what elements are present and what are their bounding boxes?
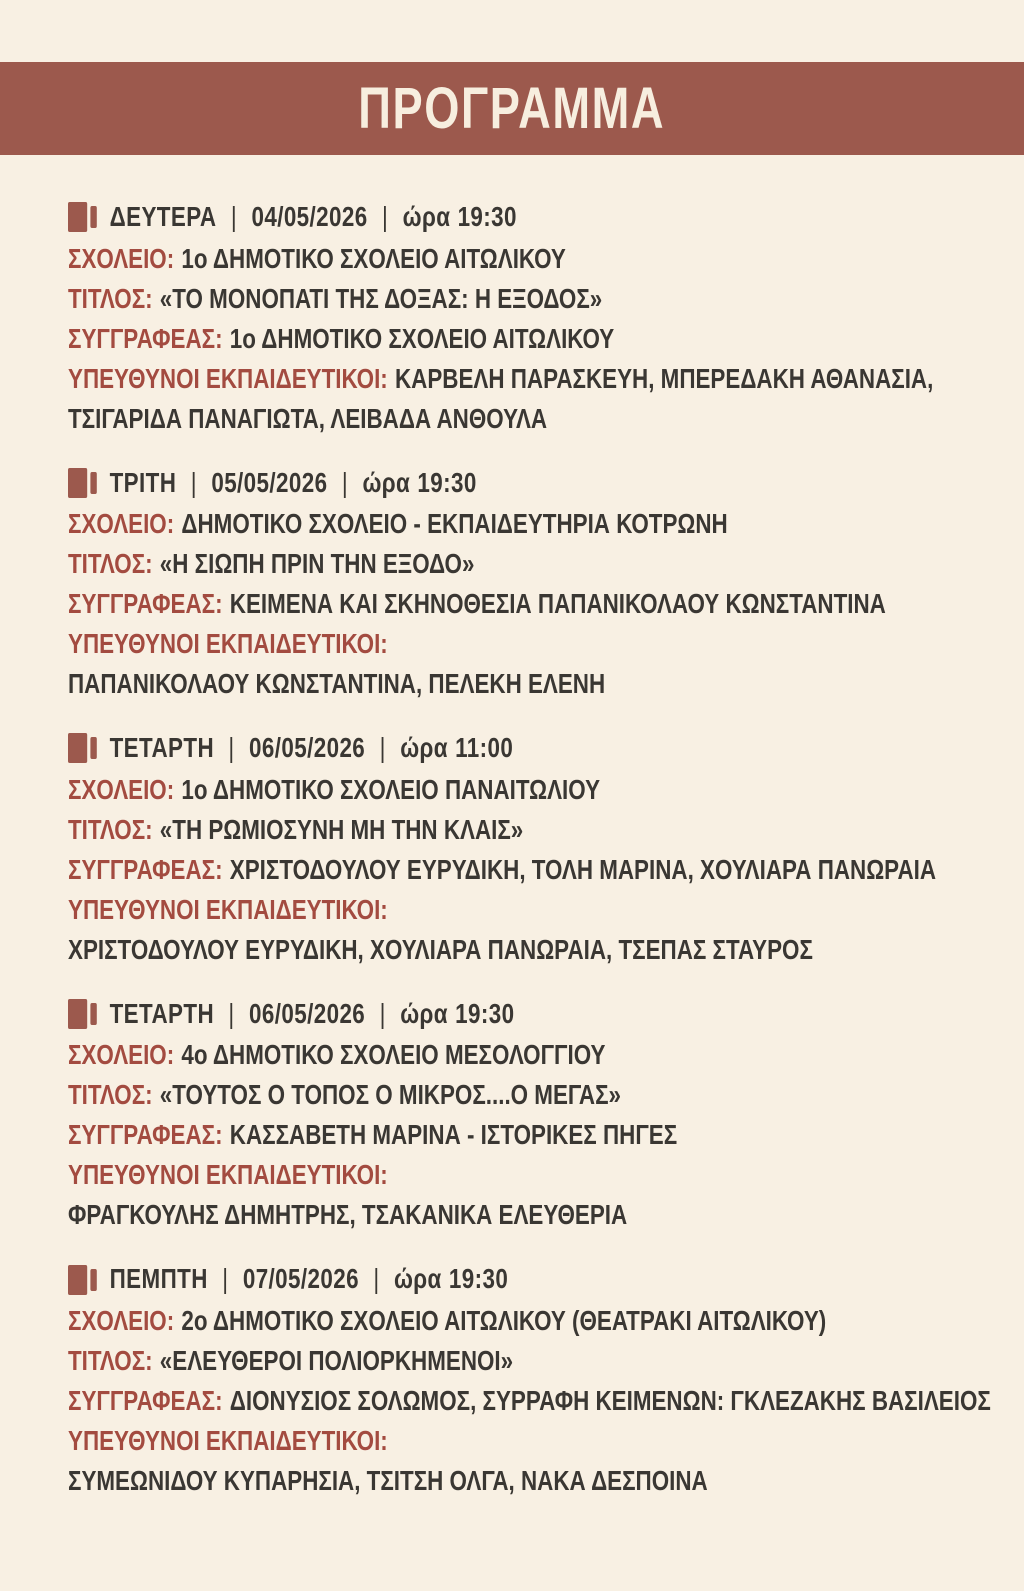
teachers-label: ΥΠΕΥΘΥΝΟΙ ΕΚΠΑΙΔΕΥΤΙΚΟΙ: bbox=[68, 362, 388, 394]
school-value: 2ο ΔΗΜΟΤΙΚΟ ΣΧΟΛΕΙΟ ΑΙΤΩΛΙΚΟΥ (ΘΕΑΤΡΑΚΙ ΑΙΤΩΛΙΚΟΥ) bbox=[181, 1305, 827, 1337]
school-line bbox=[68, 504, 1000, 544]
author-label: ΣΥΓΓΡΑΦΕΑΣ: bbox=[68, 322, 223, 354]
event-block bbox=[68, 1259, 991, 1501]
event-day: ΤΕΤΑΡΤΗ bbox=[109, 997, 215, 1029]
author-value: ΚΑΣΣΑΒΕΤΗ ΜΑΡΙΝΑ - ΙΣΤΟΡΙΚΕΣ ΠΗΓΕΣ bbox=[229, 1119, 678, 1151]
event-time: 19:30 bbox=[455, 997, 515, 1029]
school-line bbox=[68, 239, 1000, 279]
school-value: ΔΗΜΟΤΙΚΟ ΣΧΟΛΕΙΟ - ΕΚΠΑΙΔΕΥΤΗΡΙΑ ΚΟΤΡΩΝΗ bbox=[181, 508, 728, 540]
event-block bbox=[68, 463, 964, 705]
author-label: ΣΥΓΓΡΑΦΕΑΣ: bbox=[68, 853, 223, 885]
teachers-line bbox=[68, 664, 1000, 704]
author-line bbox=[68, 1381, 1000, 1421]
school-label: ΣΧΟΛΕΙΟ: bbox=[68, 242, 175, 274]
time-label: ώρα bbox=[393, 1263, 442, 1295]
time-label: ώρα bbox=[400, 732, 448, 764]
title-line bbox=[68, 279, 1000, 319]
separator: | bbox=[379, 997, 386, 1029]
event-time: 11:00 bbox=[455, 732, 514, 764]
teachers-line bbox=[68, 1195, 1000, 1235]
square-bullet-icon bbox=[68, 992, 97, 1032]
school-line bbox=[68, 1035, 1000, 1075]
event-date: 06/05/2026 bbox=[249, 732, 366, 764]
event-day: ΔΕΥΤΕΡΑ bbox=[109, 201, 217, 232]
event-heading bbox=[68, 463, 1000, 505]
separator: | bbox=[190, 466, 197, 498]
author-line bbox=[68, 850, 1000, 890]
title-value: «ΤΟΥΤΟΣ Ο ΤΟΠΟΣ Ο ΜΙΚΡΟΣ....Ο ΜΕΓΑΣ» bbox=[159, 1079, 622, 1111]
author-line bbox=[68, 319, 1000, 359]
teachers-value: ΚΑΡΒΕΛΗ ΠΑΡΑΣΚΕΥΗ, ΜΠΕΡΕΔΑΚΗ ΑΘΑΝΑΣΙΑ, ΤΣΙΓΑΡΙΔΑ ΠΑΝΑΓΙΩΤΑ, ΛΕΙΒΑΔΑ ΑΝΘΟΥΛΑ bbox=[68, 362, 934, 434]
author-line bbox=[68, 584, 1000, 624]
time-label: ώρα bbox=[362, 466, 411, 498]
author-line bbox=[68, 1115, 1000, 1155]
title-line bbox=[68, 810, 1000, 850]
event-heading bbox=[68, 197, 1000, 239]
time-label: ώρα bbox=[402, 201, 451, 232]
school-label: ΣΧΟΛΕΙΟ: bbox=[68, 508, 175, 540]
event-date: 05/05/2026 bbox=[211, 466, 328, 498]
page-title: ΠΡΟΓΡΑΜΜΑ bbox=[358, 76, 666, 141]
title-value: «Η ΣΙΩΠΗ ΠΡΙΝ ΤΗΝ ΕΞΟΔΟ» bbox=[159, 548, 475, 580]
teachers-value: ΠΑΠΑΝΙΚΟΛΑΟΥ ΚΩΝΣΤΑΝΤΙΝΑ, ΠΕΛΕΚΗ ΕΛΕΝΗ bbox=[68, 668, 606, 700]
teachers-line bbox=[68, 930, 1000, 970]
event-time: 19:30 bbox=[457, 201, 517, 232]
separator: | bbox=[379, 732, 386, 764]
event-block bbox=[68, 197, 964, 439]
school-label: ΣΧΟΛΕΙΟ: bbox=[68, 1305, 175, 1337]
teachers-label: ΥΠΕΥΘΥΝΟΙ ΕΚΠΑΙΔΕΥΤΙΚΟΙ: bbox=[68, 893, 388, 925]
teachers-label: ΥΠΕΥΘΥΝΟΙ ΕΚΠΑΙΔΕΥΤΙΚΟΙ: bbox=[68, 1425, 388, 1457]
event-time: 19:30 bbox=[417, 466, 477, 498]
separator: | bbox=[228, 732, 235, 764]
event-day: ΤΕΤΑΡΤΗ bbox=[109, 732, 215, 764]
teachers-label-line bbox=[68, 1155, 1000, 1195]
teachers-label-line bbox=[68, 1421, 1000, 1461]
author-value: ΚΕΙΜΕΝΑ ΚΑΙ ΣΚΗΝΟΘΕΣΙΑ ΠΑΠΑΝΙΚΟΛΑΟΥ ΚΩΝΣΤΑΝΤΙΝΑ bbox=[229, 588, 886, 620]
header-bar bbox=[0, 62, 1024, 155]
program-page bbox=[0, 62, 1024, 1591]
school-value: 1ο ΔΗΜΟΤΙΚΟ ΣΧΟΛΕΙΟ ΑΙΤΩΛΙΚΟΥ bbox=[181, 242, 566, 274]
square-bullet-icon bbox=[68, 727, 97, 767]
time-label: ώρα bbox=[400, 997, 448, 1029]
teachers-line bbox=[68, 359, 1000, 439]
title-value: «ΤΗ ΡΩΜΙΟΣΥΝΗ ΜΗ ΤΗΝ ΚΛΑΙΣ» bbox=[159, 813, 524, 845]
event-date: 04/05/2026 bbox=[251, 201, 368, 232]
author-value: ΔΙΟΝΥΣΙΟΣ ΣΟΛΩΜΟΣ, ΣΥΡΡΑΦΗ ΚΕΙΜΕΝΩΝ: ΓΚΛΕΖΑΚΗΣ ΒΑΣΙΛΕΙΟΣ bbox=[229, 1385, 991, 1417]
separator: | bbox=[222, 1263, 229, 1295]
teachers-value: ΧΡΙΣΤΟΔΟΥΛΟΥ ΕΥΡΥΔΙΚΗ, ΧΟΥΛΙΑΡΑ ΠΑΝΩΡΑΙΑ, ΤΣΕΠΑΣ ΣΤΑΥΡΟΣ bbox=[68, 933, 813, 965]
author-label: ΣΥΓΓΡΑΦΕΑΣ: bbox=[68, 1385, 223, 1417]
school-value: 1ο ΔΗΜΟΤΙΚΟ ΣΧΟΛΕΙΟ ΠΑΝΑΙΤΩΛΙΟΥ bbox=[181, 773, 601, 805]
event-date: 07/05/2026 bbox=[242, 1263, 359, 1295]
author-value: 1ο ΔΗΜΟΤΙΚΟ ΣΧΟΛΕΙΟ ΑΙΤΩΛΙΚΟΥ bbox=[229, 322, 615, 354]
teachers-label: ΥΠΕΥΘΥΝΟΙ ΕΚΠΑΙΔΕΥΤΙΚΟΙ: bbox=[68, 1159, 388, 1191]
title-label: ΤΙΤΛΟΣ: bbox=[68, 548, 153, 580]
event-block bbox=[68, 994, 964, 1236]
teachers-label-line bbox=[68, 624, 1000, 664]
title-label: ΤΙΤΛΟΣ: bbox=[68, 1079, 153, 1111]
school-line bbox=[68, 1301, 1000, 1341]
title-line bbox=[68, 544, 1000, 584]
title-value: «ΤΟ ΜΟΝΟΠΑΤΙ ΤΗΣ ΔΟΞΑΣ: Η ΕΞΟΔΟΣ» bbox=[159, 282, 603, 314]
separator: | bbox=[382, 201, 389, 232]
separator: | bbox=[373, 1263, 380, 1295]
title-line bbox=[68, 1341, 1000, 1381]
separator: | bbox=[228, 997, 235, 1029]
title-line bbox=[68, 1075, 1000, 1115]
title-value: «ΕΛΕΥΘΕΡΟΙ ΠΟΛΙΟΡΚΗΜΕΝΟΙ» bbox=[159, 1345, 514, 1377]
square-bullet-icon bbox=[68, 196, 97, 236]
school-label: ΣΧΟΛΕΙΟ: bbox=[68, 773, 175, 805]
title-label: ΤΙΤΛΟΣ: bbox=[68, 1345, 153, 1377]
title-label: ΤΙΤΛΟΣ: bbox=[68, 282, 153, 314]
school-value: 4ο ΔΗΜΟΤΙΚΟ ΣΧΟΛΕΙΟ ΜΕΣΟΛΟΓΓΙΟΥ bbox=[181, 1039, 606, 1071]
title-label: ΤΙΤΛΟΣ: bbox=[68, 813, 153, 845]
square-bullet-icon bbox=[68, 1258, 97, 1298]
teachers-value: ΣΥΜΕΩΝΙΔΟΥ ΚΥΠΑΡΗΣΙΑ, ΤΣΙΤΣΗ ΟΛΓΑ, ΝΑΚΑ ΔΕΣΠΟΙΝΑ bbox=[68, 1465, 708, 1497]
event-day: ΠΕΜΠΤΗ bbox=[109, 1263, 208, 1295]
event-heading bbox=[68, 1259, 1000, 1301]
separator: | bbox=[341, 466, 349, 498]
event-date: 06/05/2026 bbox=[249, 997, 366, 1029]
separator: | bbox=[230, 201, 238, 232]
event-day: ΤΡΙΤΗ bbox=[109, 466, 177, 498]
author-label: ΣΥΓΓΡΑΦΕΑΣ: bbox=[68, 1119, 223, 1151]
school-label: ΣΧΟΛΕΙΟ: bbox=[68, 1039, 175, 1071]
event-heading bbox=[68, 728, 1000, 770]
author-label: ΣΥΓΓΡΑΦΕΑΣ: bbox=[68, 588, 223, 620]
school-line bbox=[68, 770, 1000, 810]
teachers-value: ΦΡΑΓΚΟΥΛΗΣ ΔΗΜΗΤΡΗΣ, ΤΣΑΚΑΝΙΚΑ ΕΛΕΥΘΕΡΙΑ bbox=[68, 1199, 628, 1231]
event-heading bbox=[68, 994, 1000, 1036]
teachers-line bbox=[68, 1461, 1000, 1501]
event-time: 19:30 bbox=[448, 1263, 509, 1295]
teachers-label-line bbox=[68, 890, 1000, 930]
square-bullet-icon bbox=[68, 461, 97, 501]
event-block bbox=[68, 728, 964, 970]
teachers-label: ΥΠΕΥΘΥΝΟΙ ΕΚΠΑΙΔΕΥΤΙΚΟΙ: bbox=[68, 628, 388, 660]
program-list bbox=[0, 155, 1024, 1501]
author-value: ΧΡΙΣΤΟΔΟΥΛΟΥ ΕΥΡΥΔΙΚΗ, ΤΟΛΗ ΜΑΡΙΝΑ, ΧΟΥΛΙΑΡΑ ΠΑΝΩΡΑΙΑ bbox=[229, 853, 937, 885]
